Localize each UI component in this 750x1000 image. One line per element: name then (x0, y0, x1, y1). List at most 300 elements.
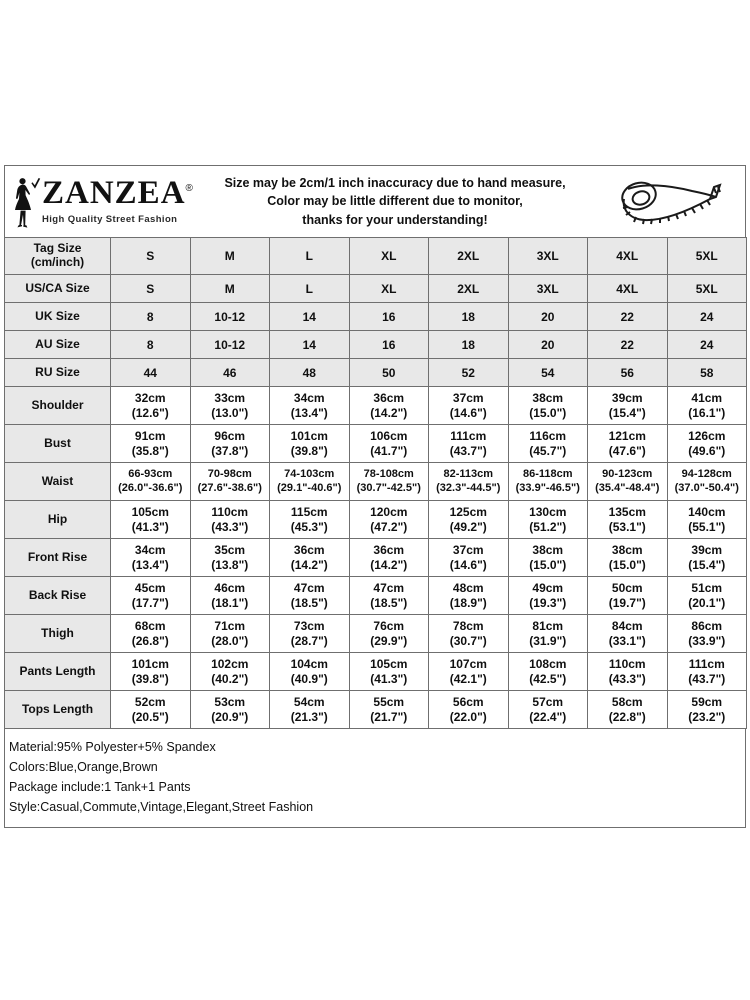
value-inch: (40.2") (211, 671, 249, 686)
value-cm: 32cm (134, 390, 166, 405)
cell-tag-size-4xl: 4XL (588, 238, 668, 275)
cell-thigh-1 (111, 615, 191, 653)
cell-pants-length-2 (190, 653, 270, 691)
cell-bust-6 (508, 425, 588, 463)
value-cm: 36cm (373, 390, 405, 405)
value-inch: (42.5") (529, 671, 567, 686)
value-inch: (43.7") (449, 443, 487, 458)
cell-ru-3: 48 (270, 359, 350, 387)
value-cm: 41cm (691, 390, 723, 405)
table-row-ru-size (5, 359, 747, 387)
value-inch: (55.1") (688, 519, 726, 534)
cell-bust-2 (190, 425, 270, 463)
value-cm: 68cm (134, 618, 166, 633)
table-row-bust (5, 425, 747, 463)
cell-ru-7: 56 (588, 359, 668, 387)
cell-bust-4 (349, 425, 429, 463)
value-inch: (15.0") (608, 557, 646, 572)
cell-usca-7: 4XL (588, 275, 668, 303)
value-inch: (14.6") (449, 557, 487, 572)
value-inch: (41.7") (370, 443, 408, 458)
value-cm: 56cm (452, 694, 484, 709)
value-inch: (18.5") (290, 595, 328, 610)
cell-thigh-8 (667, 615, 747, 653)
value-inch: (21.7") (370, 709, 408, 724)
value-inch: (29.1"-40.6") (277, 481, 342, 494)
value-cm: 102cm (211, 656, 249, 671)
table-row-uk-size (5, 303, 747, 331)
row-label-usca-size: US/CA Size (5, 275, 111, 303)
row-label-shoulder: Shoulder (5, 387, 111, 425)
value-inch: (33.9") (688, 633, 726, 648)
value-cm: 76cm (373, 618, 405, 633)
cell-shoulder-2 (190, 387, 270, 425)
cell-bust-5 (429, 425, 509, 463)
value-cm: 70-98cm (207, 467, 252, 480)
value-cm: 78-108cm (363, 467, 414, 480)
value-inch: (15.0") (529, 405, 567, 420)
value-cm: 52cm (134, 694, 166, 709)
cell-tops-length-4 (349, 691, 429, 729)
cell-thigh-7 (588, 615, 668, 653)
value-cm: 34cm (134, 542, 166, 557)
value-inch: (21.3") (290, 709, 328, 724)
cell-au-7: 22 (588, 331, 668, 359)
value-cm: 58cm (611, 694, 643, 709)
cell-front-rise-8 (667, 539, 747, 577)
row-label-hip: Hip (5, 501, 111, 539)
measurement-notice (195, 174, 595, 228)
value-inch: (18.9") (449, 595, 487, 610)
value-cm: 140cm (688, 504, 726, 519)
value-cm: 59cm (691, 694, 723, 709)
value-inch: (17.7") (131, 595, 169, 610)
cell-waist-1 (111, 463, 191, 501)
value-inch: (39.8") (131, 671, 169, 686)
value-cm: 121cm (608, 428, 646, 443)
value-cm: 33cm (214, 390, 246, 405)
value-inch: (30.7"-42.5") (356, 481, 421, 494)
row-label-ru-size: RU Size (5, 359, 111, 387)
value-inch: (22.8") (608, 709, 646, 724)
row-label-thigh: Thigh (5, 615, 111, 653)
cell-tops-length-5 (429, 691, 509, 729)
brand-logo (5, 175, 195, 229)
cell-uk-2: 10-12 (190, 303, 270, 331)
cell-front-rise-4 (349, 539, 429, 577)
cell-au-6: 20 (508, 331, 588, 359)
value-inch: (49.2") (449, 519, 487, 534)
cell-shoulder-7 (588, 387, 668, 425)
cell-au-4: 16 (349, 331, 429, 359)
size-table-body (5, 238, 747, 729)
row-label-line-1: Tag Size (33, 241, 82, 256)
cell-shoulder-6 (508, 387, 588, 425)
cell-thigh-4 (349, 615, 429, 653)
cell-front-rise-1 (111, 539, 191, 577)
brand-tagline: High Quality Street Fashion (42, 214, 178, 225)
value-inch: (42.1") (449, 671, 487, 686)
cell-back-rise-1 (111, 577, 191, 615)
cell-front-rise-6 (508, 539, 588, 577)
cell-pants-length-4 (349, 653, 429, 691)
cell-waist-4 (349, 463, 429, 501)
cell-tag-size-m: M (190, 238, 270, 275)
value-inch: (28.7") (290, 633, 328, 648)
table-row-waist (5, 463, 747, 501)
value-cm: 130cm (529, 504, 567, 519)
value-cm: 71cm (214, 618, 246, 633)
value-inch: (15.0") (529, 557, 567, 572)
value-cm: 86-118cm (522, 467, 573, 480)
value-inch: (45.7") (529, 443, 567, 458)
cell-tag-size-3xl: 3XL (508, 238, 588, 275)
value-cm: 37cm (452, 542, 484, 557)
notice-line-2: Color may be little different due to monitor, (267, 194, 523, 209)
value-cm: 53cm (214, 694, 246, 709)
value-inch: (26.8") (131, 633, 169, 648)
value-cm: 108cm (529, 656, 567, 671)
value-cm: 116cm (529, 428, 567, 443)
brand-name: ZANZEA® (42, 175, 193, 211)
cell-thigh-2 (190, 615, 270, 653)
cell-thigh-3 (270, 615, 350, 653)
cell-uk-6: 20 (508, 303, 588, 331)
value-inch: (20.5") (131, 709, 169, 724)
value-cm: 105cm (370, 656, 408, 671)
value-cm: 45cm (134, 580, 166, 595)
value-inch: (35.8") (131, 443, 169, 458)
table-row-back-rise (5, 577, 747, 615)
row-label-back-rise: Back Rise (5, 577, 111, 615)
cell-shoulder-8 (667, 387, 747, 425)
value-cm: 81cm (532, 618, 564, 633)
cell-uk-4: 16 (349, 303, 429, 331)
value-cm: 73cm (293, 618, 325, 633)
cell-ru-6: 54 (508, 359, 588, 387)
value-cm: 107cm (449, 656, 487, 671)
value-inch: (23.2") (688, 709, 726, 724)
row-label-bust: Bust (5, 425, 111, 463)
cell-bust-7 (588, 425, 668, 463)
value-cm: 57cm (532, 694, 564, 709)
value-inch: (15.4") (608, 405, 646, 420)
cell-usca-1: S (111, 275, 191, 303)
value-inch: (45.3") (290, 519, 328, 534)
value-cm: 46cm (214, 580, 246, 595)
value-inch: (19.7") (608, 595, 646, 610)
value-cm: 126cm (688, 428, 726, 443)
value-inch: (41.3") (370, 671, 408, 686)
cell-uk-7: 22 (588, 303, 668, 331)
value-inch: (30.7") (449, 633, 487, 648)
value-inch: (14.2") (290, 557, 328, 572)
value-cm: 84cm (611, 618, 643, 633)
chart-header (4, 165, 746, 237)
cell-back-rise-3 (270, 577, 350, 615)
cell-shoulder-5 (429, 387, 509, 425)
cell-au-5: 18 (429, 331, 509, 359)
cell-hip-7 (588, 501, 668, 539)
cell-front-rise-7 (588, 539, 668, 577)
value-inch: (43.7") (688, 671, 726, 686)
detail-material: Material:95% Polyester+5% Spandex (9, 740, 216, 754)
value-inch: (16.1") (688, 405, 726, 420)
table-row-au-size (5, 331, 747, 359)
value-cm: 111cm (450, 428, 487, 443)
cell-waist-5 (429, 463, 509, 501)
woman-silhouette-icon (11, 175, 41, 229)
value-cm: 101cm (290, 428, 328, 443)
cell-hip-4 (349, 501, 429, 539)
cell-tag-size-l: L (270, 238, 350, 275)
notice-line-3: thanks for your understanding! (302, 212, 488, 227)
table-row-shoulder (5, 387, 747, 425)
value-inch: (22.0") (449, 709, 487, 724)
value-inch: (47.2") (370, 519, 408, 534)
value-cm: 110cm (608, 656, 646, 671)
value-inch: (14.2") (370, 557, 408, 572)
cell-waist-8 (667, 463, 747, 501)
row-label-tag-size (5, 238, 111, 275)
detail-colors: Colors:Blue,Orange,Brown (9, 760, 158, 774)
value-cm: 50cm (611, 580, 643, 595)
cell-pants-length-1 (111, 653, 191, 691)
cell-pants-length-6 (508, 653, 588, 691)
row-label-tops-length: Tops Length (5, 691, 111, 729)
size-table (4, 237, 747, 729)
cell-pants-length-8 (667, 653, 747, 691)
value-inch: (15.4") (688, 557, 726, 572)
cell-back-rise-5 (429, 577, 509, 615)
table-row-usca-size (5, 275, 747, 303)
cell-usca-8: 5XL (667, 275, 747, 303)
value-cm: 37cm (452, 390, 484, 405)
cell-uk-3: 14 (270, 303, 350, 331)
value-inch: (53.1") (608, 519, 646, 534)
value-inch: (27.6"-38.6") (197, 481, 262, 494)
table-row-tag-size (5, 238, 747, 275)
cell-hip-2 (190, 501, 270, 539)
cell-waist-2 (190, 463, 270, 501)
cell-hip-6 (508, 501, 588, 539)
value-cm: 110cm (211, 504, 249, 519)
value-cm: 90-123cm (602, 467, 653, 480)
cell-front-rise-5 (429, 539, 509, 577)
cell-tag-size-2xl: 2XL (429, 238, 509, 275)
value-cm: 47cm (293, 580, 325, 595)
value-cm: 115cm (290, 504, 328, 519)
cell-waist-7 (588, 463, 668, 501)
value-cm: 39cm (611, 390, 643, 405)
value-cm: 55cm (373, 694, 405, 709)
value-cm: 35cm (214, 542, 246, 557)
value-inch: (26.0"-36.6") (118, 481, 183, 494)
registered-mark-icon: ® (185, 183, 193, 194)
value-inch: (32.3"-44.5") (436, 481, 501, 494)
cell-pants-length-5 (429, 653, 509, 691)
value-cm: 38cm (611, 542, 643, 557)
cell-usca-6: 3XL (508, 275, 588, 303)
value-cm: 36cm (373, 542, 405, 557)
value-inch: (35.4"-48.4") (595, 481, 660, 494)
value-inch: (41.3") (131, 519, 169, 534)
value-cm: 51cm (691, 580, 723, 595)
value-inch: (31.9") (529, 633, 567, 648)
row-label-au-size: AU Size (5, 331, 111, 359)
table-row-thigh (5, 615, 747, 653)
cell-tops-length-2 (190, 691, 270, 729)
value-cm: 47cm (373, 580, 405, 595)
cell-bust-3 (270, 425, 350, 463)
value-inch: (13.4") (131, 557, 169, 572)
cell-front-rise-3 (270, 539, 350, 577)
cell-pants-length-7 (588, 653, 668, 691)
measuring-tape-icon (595, 177, 745, 227)
detail-package: Package include:1 Tank+1 Pants (9, 780, 191, 794)
table-row-tops-length (5, 691, 747, 729)
value-inch: (12.6") (131, 405, 169, 420)
cell-back-rise-8 (667, 577, 747, 615)
value-inch: (33.9"-46.5") (515, 481, 580, 494)
cell-shoulder-1 (111, 387, 191, 425)
cell-bust-1 (111, 425, 191, 463)
value-inch: (43.3") (608, 671, 646, 686)
cell-au-2: 10-12 (190, 331, 270, 359)
cell-hip-5 (429, 501, 509, 539)
value-cm: 74-103cm (284, 467, 335, 480)
value-cm: 36cm (293, 542, 325, 557)
cell-thigh-6 (508, 615, 588, 653)
value-inch: (13.8") (211, 557, 249, 572)
value-cm: 111cm (688, 656, 725, 671)
row-label-pants-length: Pants Length (5, 653, 111, 691)
notice-line-1: Size may be 2cm/1 inch inaccuracy due to hand measure, (224, 176, 566, 191)
product-details (4, 729, 746, 828)
cell-waist-3 (270, 463, 350, 501)
cell-usca-2: M (190, 275, 270, 303)
cell-back-rise-4 (349, 577, 429, 615)
cell-tag-size-s: S (111, 238, 191, 275)
value-inch: (37.8") (211, 443, 249, 458)
cell-au-1: 8 (111, 331, 191, 359)
value-cm: 96cm (214, 428, 246, 443)
cell-back-rise-2 (190, 577, 270, 615)
value-cm: 48cm (452, 580, 484, 595)
value-cm: 38cm (532, 390, 564, 405)
size-chart-sheet (4, 165, 746, 828)
cell-back-rise-7 (588, 577, 668, 615)
value-inch: (39.8") (290, 443, 328, 458)
value-inch: (33.1") (608, 633, 646, 648)
value-cm: 38cm (532, 542, 564, 557)
cell-tops-length-8 (667, 691, 747, 729)
value-cm: 91cm (134, 428, 166, 443)
cell-tag-size-xl: XL (349, 238, 429, 275)
value-inch: (43.3") (211, 519, 249, 534)
cell-waist-6 (508, 463, 588, 501)
cell-uk-8: 24 (667, 303, 747, 331)
value-cm: 39cm (691, 542, 723, 557)
value-inch: (14.6") (449, 405, 487, 420)
cell-thigh-5 (429, 615, 509, 653)
value-inch: (13.0") (211, 405, 249, 420)
value-inch: (20.1") (688, 595, 726, 610)
cell-ru-2: 46 (190, 359, 270, 387)
cell-front-rise-2 (190, 539, 270, 577)
cell-shoulder-3 (270, 387, 350, 425)
table-row-pants-length (5, 653, 747, 691)
value-cm: 54cm (293, 694, 325, 709)
value-cm: 86cm (691, 618, 723, 633)
value-inch: (22.4") (529, 709, 567, 724)
cell-au-8: 24 (667, 331, 747, 359)
table-row-front-rise (5, 539, 747, 577)
cell-tag-size-5xl: 5XL (667, 238, 747, 275)
value-cm: 105cm (131, 504, 169, 519)
value-cm: 104cm (290, 656, 328, 671)
cell-usca-3: L (270, 275, 350, 303)
value-cm: 82-113cm (443, 467, 494, 480)
value-cm: 66-93cm (128, 467, 173, 480)
cell-pants-length-3 (270, 653, 350, 691)
cell-uk-5: 18 (429, 303, 509, 331)
cell-shoulder-4 (349, 387, 429, 425)
cell-bust-8 (667, 425, 747, 463)
cell-au-3: 14 (270, 331, 350, 359)
value-inch: (18.5") (370, 595, 408, 610)
value-cm: 125cm (449, 504, 487, 519)
value-inch: (18.1") (211, 595, 249, 610)
row-label-waist: Waist (5, 463, 111, 501)
value-cm: 135cm (608, 504, 646, 519)
value-inch: (47.6") (608, 443, 646, 458)
row-label-front-rise: Front Rise (5, 539, 111, 577)
value-inch: (20.9") (211, 709, 249, 724)
value-inch: (13.4") (290, 405, 328, 420)
row-label-line-2: (cm/inch) (30, 255, 85, 269)
value-inch: (19.3") (529, 595, 567, 610)
value-cm: 106cm (370, 428, 408, 443)
cell-ru-1: 44 (111, 359, 191, 387)
table-row-hip (5, 501, 747, 539)
detail-style: Style:Casual,Commute,Vintage,Elegant,Street Fashion (9, 800, 314, 814)
value-inch: (28.0") (211, 633, 249, 648)
cell-ru-8: 58 (667, 359, 747, 387)
cell-uk-1: 8 (111, 303, 191, 331)
cell-usca-4: XL (349, 275, 429, 303)
value-inch: (40.9") (290, 671, 328, 686)
value-inch: (49.6") (688, 443, 726, 458)
cell-usca-5: 2XL (429, 275, 509, 303)
row-label-uk-size: UK Size (5, 303, 111, 331)
value-cm: 94-128cm (681, 467, 732, 480)
cell-hip-3 (270, 501, 350, 539)
cell-ru-4: 50 (349, 359, 429, 387)
cell-tops-length-6 (508, 691, 588, 729)
cell-back-rise-6 (508, 577, 588, 615)
value-cm: 34cm (293, 390, 325, 405)
value-inch: (37.0"-50.4") (674, 481, 739, 494)
cell-tops-length-1 (111, 691, 191, 729)
cell-hip-8 (667, 501, 747, 539)
cell-tops-length-7 (588, 691, 668, 729)
value-cm: 78cm (452, 618, 484, 633)
cell-tops-length-3 (270, 691, 350, 729)
value-inch: (29.9") (370, 633, 408, 648)
value-inch: (14.2") (370, 405, 408, 420)
cell-hip-1 (111, 501, 191, 539)
